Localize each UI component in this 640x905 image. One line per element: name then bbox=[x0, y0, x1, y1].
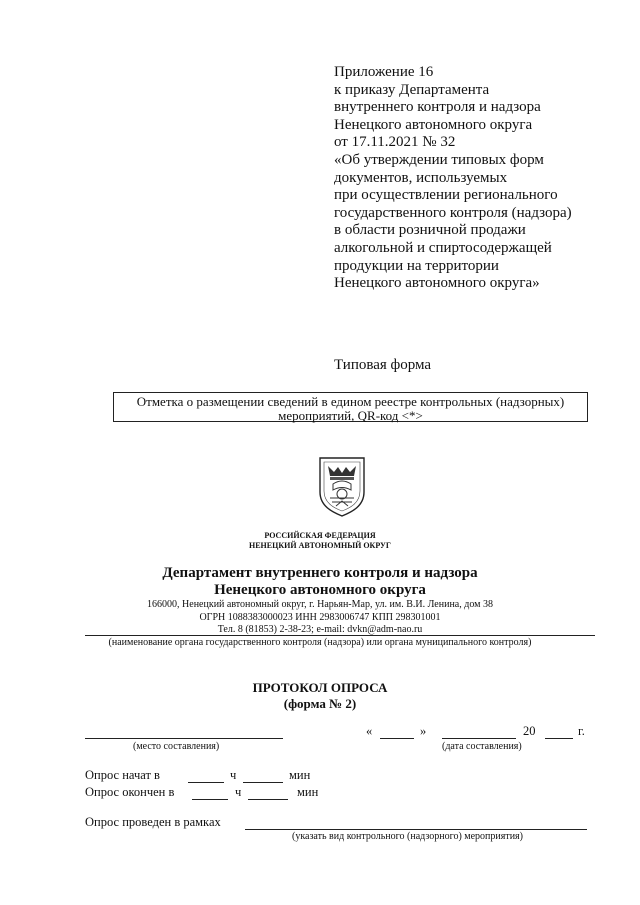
start-hours-unit: ч bbox=[230, 768, 237, 782]
contacts: Тел. 8 (81853) 2-38-23; e-mail: dvkn@adm-nao.ru bbox=[217, 624, 423, 635]
month-field[interactable] bbox=[442, 738, 516, 739]
end-hours-unit: ч bbox=[235, 785, 242, 799]
year-field[interactable] bbox=[545, 738, 573, 739]
protocol-subtitle: (форма № 2) bbox=[283, 696, 357, 711]
end-hours-field[interactable] bbox=[192, 799, 228, 800]
conducted-label: Опрос проведен в рамках bbox=[85, 815, 221, 829]
coat-of-arms-icon bbox=[316, 454, 368, 518]
country-name: РОССИЙСКАЯ ФЕДЕРАЦИЯ bbox=[264, 531, 376, 540]
divider bbox=[85, 635, 595, 636]
appendix-line: при осуществлении регионального bbox=[334, 187, 558, 204]
date-caption: (дата составления) bbox=[442, 741, 522, 752]
department-name bbox=[0, 565, 640, 599]
department-line1: Департамент внутреннего контроля и надзора bbox=[162, 565, 478, 581]
appendix-line: Ненецкого автономного округа» bbox=[334, 275, 540, 292]
appendix-line: алкогольной и спиртосодержащей bbox=[334, 239, 552, 256]
region-name: НЕНЕЦКИЙ АВТОНОМНЫЙ ОКРУГ bbox=[248, 541, 391, 550]
year-suffix: г. bbox=[578, 724, 585, 738]
start-label: Опрос начат в bbox=[85, 768, 160, 782]
appendix-line: к приказу Департамента bbox=[334, 81, 490, 98]
form-type-label: Типовая форма bbox=[334, 357, 432, 373]
registry-box bbox=[113, 392, 588, 422]
appendix-line: от 17.11.2021 № 32 bbox=[334, 134, 456, 151]
registry-box-line1: Отметка о размещении сведений в едином реестре контрольных (надзорных) bbox=[136, 394, 565, 409]
start-minutes-unit: мин bbox=[289, 768, 311, 782]
appendix-line: продукции на территории bbox=[334, 257, 499, 274]
protocol-title-text: ПРОТОКОЛ ОПРОСА bbox=[252, 680, 388, 695]
department-line2: Ненецкого автономного округа bbox=[214, 582, 426, 598]
registry-box-line2: мероприятий, QR-код <*> bbox=[278, 408, 423, 423]
quote-open: « bbox=[366, 724, 373, 738]
registration-ids: ОГРН 1088383000023 ИНН 2983006747 КПП 298301001 bbox=[199, 611, 441, 623]
appendix-line: внутреннего контроля и надзора bbox=[334, 99, 541, 116]
appendix-line: государственного контроля (надзора) bbox=[334, 204, 572, 221]
org-caption: (наименование органа государственного контроля (надзора) или органа муниципального контроля) bbox=[108, 637, 532, 648]
appendix-line: Ненецкого автономного округа bbox=[334, 116, 533, 133]
end-label: Опрос окончен в bbox=[85, 785, 175, 799]
end-minutes-field[interactable] bbox=[248, 799, 288, 800]
place-field[interactable] bbox=[85, 738, 283, 739]
start-hours-field[interactable] bbox=[188, 782, 224, 783]
appendix-line: «Об утверждении типовых форм bbox=[334, 151, 544, 168]
year-prefix: 20 bbox=[523, 724, 536, 738]
place-caption: (место составления) bbox=[133, 741, 220, 752]
quote-close: » bbox=[420, 724, 427, 738]
end-minutes-unit: мин bbox=[297, 785, 319, 799]
department-details bbox=[0, 599, 640, 637]
conducted-field[interactable] bbox=[245, 829, 587, 830]
day-field[interactable] bbox=[380, 738, 414, 739]
country-header bbox=[0, 531, 640, 551]
address: 166000, Ненецкий автономный округ, г. Нарьян-Мар, ул. им. В.И. Ленина, дом 38 bbox=[147, 599, 493, 610]
conducted-caption: (указать вид контрольного (надзорного) мероприятия) bbox=[292, 831, 523, 842]
appendix-block bbox=[334, 64, 614, 293]
appendix-line: документов, используемых bbox=[334, 169, 508, 186]
appendix-line: Приложение 16 bbox=[334, 64, 434, 80]
appendix-line: в области розничной продажи bbox=[334, 222, 526, 239]
start-minutes-field[interactable] bbox=[243, 782, 283, 783]
protocol-title bbox=[0, 680, 640, 712]
